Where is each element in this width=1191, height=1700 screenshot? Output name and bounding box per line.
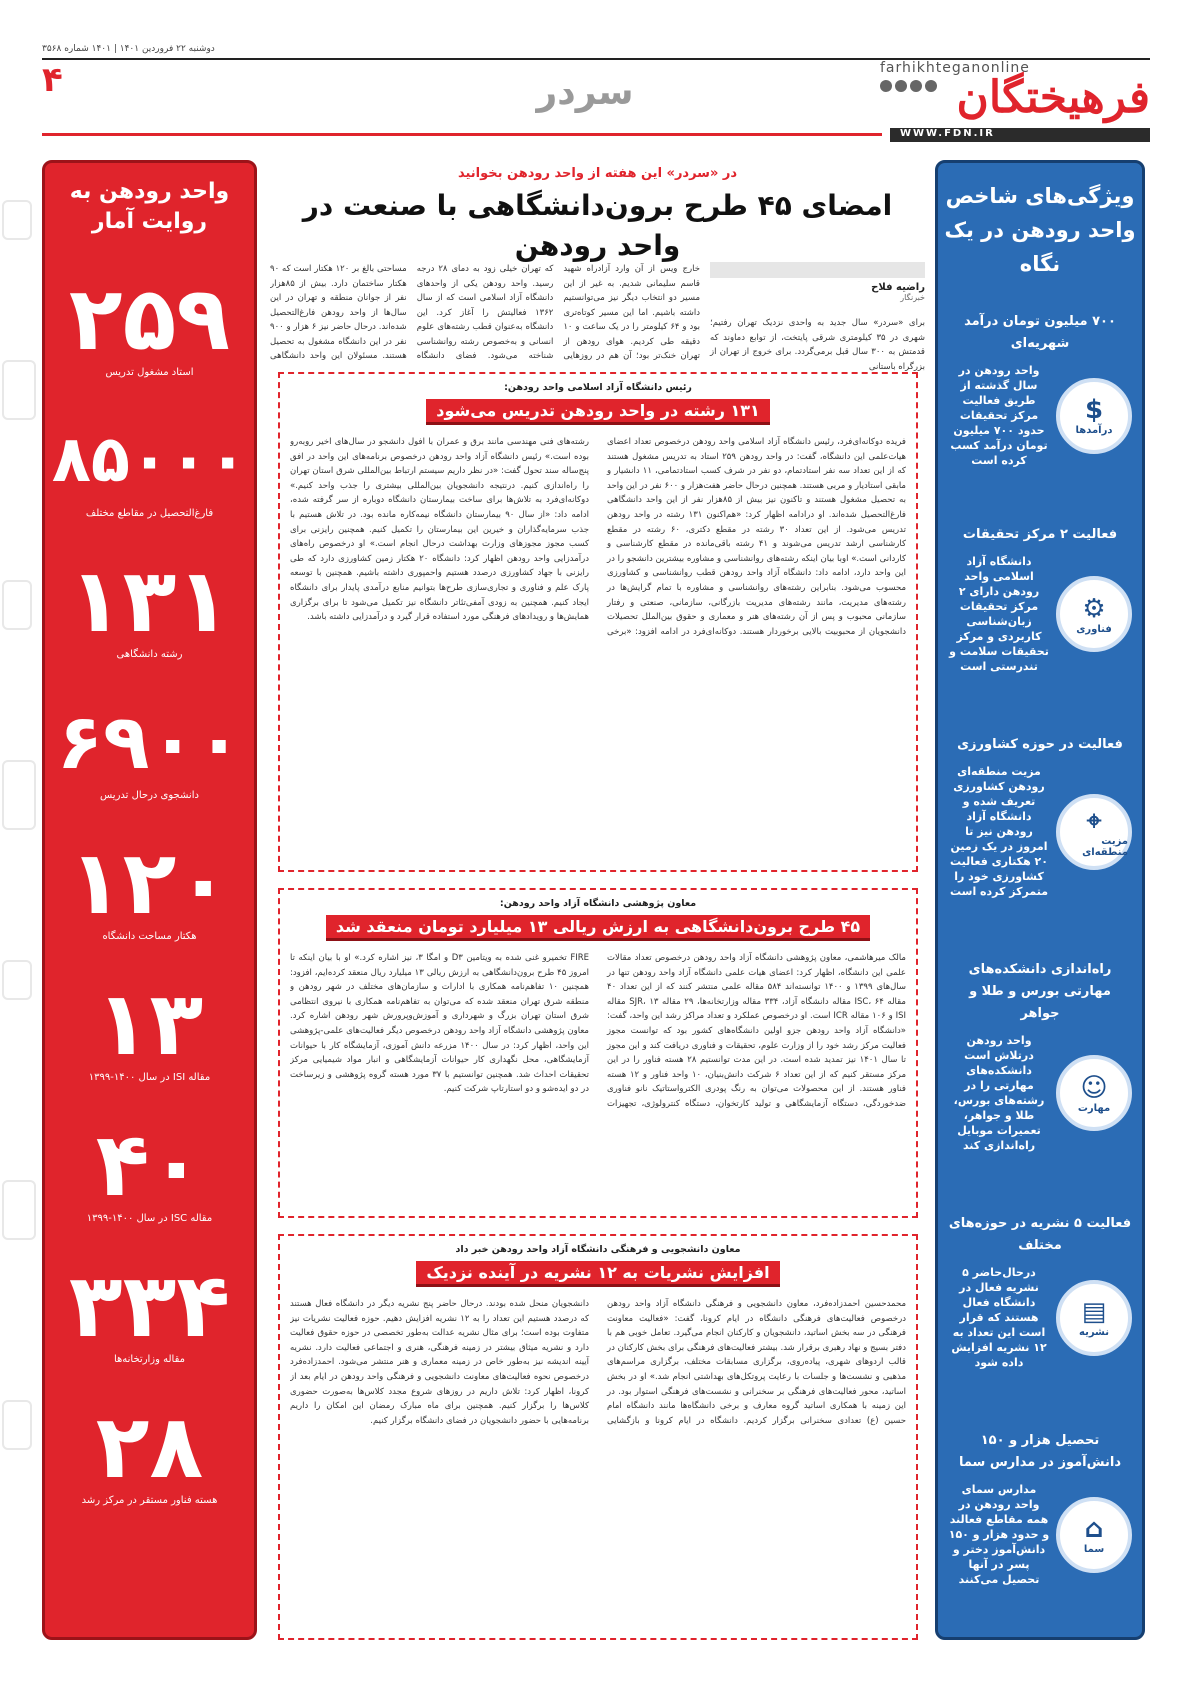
stat-label: مقاله ISI در سال ۱۴۰۰-۱۳۹۹ [88, 1072, 211, 1083]
website-url[interactable]: WWW.FDN.IR [900, 128, 995, 139]
book-icon: ▤ نشریه [1056, 1280, 1132, 1356]
page-number: ۴ [42, 60, 63, 100]
social-icons [880, 80, 937, 92]
box-headline: افزایش نشریات به ۱۲ نشریه در آینده نزدیک [416, 1261, 779, 1287]
byline-box [710, 262, 925, 306]
stat-label: مقاله وزارتخانه‌ها [113, 1354, 186, 1365]
stat-label: هکتار مساحت دانشگاه [102, 931, 197, 942]
feature-text: واحد رودهن درتلاش است دانشکده‌های مهارتی را در رشته‌های بورس، طلا و جواهر، تعمیرات موبایل راه‌اندازی کند [953, 1034, 1045, 1152]
twitter-icon[interactable] [910, 80, 922, 92]
stat-value: ۳۳۴ [68, 1254, 231, 1357]
stat-value: ۱۲۰ [68, 831, 231, 934]
instagram-icon[interactable] [880, 80, 892, 92]
article-kicker: در «سردر» این هفته از واحد رودهن بخوانید [457, 166, 738, 181]
stat-item [45, 696, 254, 801]
feature-text: دانشگاه آزاد اسلامی واحد رودهن دارای ۲ مرکز تحقیقات زبان‌شناسی کاربردی و مرکز تحقیقات سلامت و تندرستی است [949, 555, 1049, 673]
feature-item [938, 734, 1142, 899]
stat-value: ۶۹۰۰ [56, 697, 243, 786]
stat-item [45, 1113, 254, 1224]
feature-item [938, 311, 1142, 468]
interview-box-president [278, 372, 918, 872]
box-kicker: رئیس دانشگاه آزاد اسلامی واحد رودهن: [504, 382, 692, 393]
features-title: ویژگی‌های شاخص واحد رودهن در یک نگاه [944, 184, 1136, 276]
section-rule [42, 133, 882, 136]
interview-box-culture [278, 1234, 918, 1640]
stat-label: فارغ‌التحصیل در مقاطع مختلف [85, 508, 214, 519]
map-pin-icon: ⌖ مزیت منطقه‌ای [1056, 794, 1132, 870]
stat-value: ۸۵۰۰۰ [51, 423, 248, 497]
box-body: مالک میرهاشمی، معاون پژوهشی دانشگاه آزاد واحد رودهن درخصوص تعداد مقالات علمی این دانشگاه، اظهار کرد: اعضای هیات علمی دانشگاه آزاد واحد رودهن تنها در سال‌های ۱۳۹۹ و ۱۴۰۰ توانسته‌اند ۵۸۴ مقاله علمی منتشر کنند که از این تعداد ۴۰ مقاله ISC، ۶۴ مقاله دانشگاه آزاد، ۳۳۴ مقاله وزارتخانه‌ها، ۲۹ مقاله SJR، ۱۳ مقاله ISI و ۱۰۶ مقاله ICR است. او درخصوص عملکرد و تعداد مراکز رشد این واحد، گفت: «دانشگاه آزاد واحد رودهن جزو اولین دانشگاه‌های کشور بود که توانست مجوز فعالیت مرکز رشد خود را از وزارت علوم، تحقیقات و فناوری دریافت کند و این مجوز تا سال ۱۴۰۱ نیز تمدید شده است. در این مدت توانستیم ۲۸ هسته فناور را در این مرکز مستقر کنیم که از این تعداد ۶ شرکت دانش‌بنیان، ۱۰ واحد فناور و ۱۲ هسته فناور هستند. از این محصولات می‌توان به رنگ پودری الکترواستاتیک نانو فناوری ضدخوردگی، دستگاه آزمایشگاهی و تولید کارتخوان، دستگاه کنترولوژی، تجهیزات FIRE تخمیرو غنی شده به ویتامین D۳ و امگا ۳، نیز اشاره کرد.» او با بیان اینکه تا امروز ۴۵ طرح برون‌دانشگاهی به ارزش ریالی ۱۳ میلیارد ریال منعقد کرده‌ایم، افزود: همچنین ۱۰ تفاهم‌نامه همکاری با ادارات و سازمان‌های مختلف در شهر رودهن و منطقه شرق تهران منعقد شده که می‌توان به تفاهم‌نامه همکاری با نیروی انتظامی شرق استان تهران بزرگ و شهرداری و آموزش‌وپرورش شهر رودهن اشاره کرد. معاون پژوهشی دانشگاه آزاد واحد رودهن درخصوص دیگر فعالیت‌های علمی-پژوهشی این واحد، اظهار کرد: در سال ۱۴۰۰ مزرعه دانش آموزی، آزمایشگاه کار با حیوانات آزمایشگاهی، محل نگهداری کار حیوانات آزمایشگاهی و انبار مواد شیمیایی مرکز تحقیقات احداث شد. همچنین توانستیم با ۳۷ مورد هسته گروه پژوهشی و زیرساخت در دو ایده‌شو و دو استارتاپ شرکت کنیم. [290, 953, 906, 1109]
dateline: دوشنبه ۲۲ فروردین ۱۴۰۱ | ۱۴۰۱ شماره ۳۵۶۸ [42, 44, 215, 54]
stat-label: استاد مشغول تدریس [105, 367, 194, 378]
box-kicker: معاون دانشجویی و فرهنگی دانشگاه آزاد واحد رودهن خبر داد [455, 1244, 741, 1255]
stat-item [45, 1395, 254, 1506]
stat-label: هسته فناور مستقر در مرکز رشد [81, 1495, 218, 1506]
school-icon: ⌂ سما [1056, 1497, 1132, 1573]
stats-title: واحد رودهن به روایت آمار [69, 179, 230, 234]
stat-value: ۲۵۹ [68, 267, 231, 370]
interview-box-research [278, 888, 918, 1218]
author-name: راضیه فلاح [871, 282, 925, 293]
stats-column [42, 160, 257, 1640]
box-body: محمدحسین احمدزاده‌فرد، معاون دانشجویی و فرهنگی دانشگاه آزاد واحد رودهن درخصوص فعالیت‌های فرهنگی دانشگاه در ایام کرونا، گفت: «فعالیت معاونت فرهنگی در سه بخش اساتید، دانشجویان و کارکنان انجام می‌گیرد. تعامل خوبی هم با دفتر بسیج و نهاد رهبری برقرار شد. بیشتر فعالیت‌های فرهنگی برای بخش کارکنان در قالب اردوهای شهری، پیاده‌روی، برگزاری مسابقات مختلف، برگزاری مراسم‌های مذهبی و نشست‌ها و جلسات با رعایت پروتکل‌های بهداشتی انجام شد.» او در بخش اساتید، محور فعالیت‌های فرهنگی بر سخنرانی و نشست‌های فرهنگی استوار بود. در این زمینه با همکاری اساتید گروه معارف و برخی دانشگاه‌ها مانند دانشگاه امام حسین (ع) تعدادی سخنرانی برگزار کردیم. دانشگاه در ایام کرونا و بازگشایی دانشجویان منحل شده بودند. درحال حاضر پنج نشریه دیگر در دانشگاه فعال هستند که درصدد هستیم این تعداد را به ۱۲ نشریه افزایش دهیم. حوزه فعالیت نشریات نیز متفاوت بوده است؛ برای مثال نشریه عدالت به‌طور تخصصی در حوزه حقوق فعالیت دارد و نشریه میثاق بیشتر در زمینه فرهنگی، هنری و اجتماعی فعالیت دارد. نشریه آیینه اندیشه نیز به‌طور خاص در زمینه معماری و هنر منتشر می‌شود. احمدزاده‌فرد درخصوص نحوه فعالیت‌های معاونت دانشجویی و فرهنگی واحد رودهن در ایام بعد از کرونا، اظهار کرد: تلاش داریم در روزهای شروع مجدد کلاس‌ها به‌صورت حضوری کلاس‌ها را برگزار کنیم. همچنین برای ماه مبارک رمضان این امکان را داریم برنامه‌هایی با حضور دانشجویان در فضای دانشگاه برگزار کنیم. [290, 1299, 906, 1426]
stat-item [45, 549, 254, 660]
revenue-icon: $ درآمدها [1056, 378, 1132, 454]
feature-heading: تحصیل هزار و ۱۵۰ دانش‌آموز در مدارس سما [958, 1433, 1122, 1470]
skills-icon: ☺ مهارت [1056, 1055, 1132, 1131]
feature-item [938, 1430, 1142, 1587]
box-kicker: معاون پژوهشی دانشگاه آزاد واحد رودهن: [499, 898, 697, 909]
feature-heading: راه‌اندازی دانشکده‌های مهارتی بورس و طلا و جواهر [968, 962, 1112, 1021]
website-handle: farhikhteganonline [880, 60, 1030, 76]
article-lead: برای «سردر» سال جدید به واحدی نزدیک تهران رفتیم؛ شهری در ۳۵ کیلومتری شرقی پایتخت، از توابع دماوند که قدمتش به ۳۰۰ سال قبل برمی‌گردد. برای خروج از تهران از بزرگراه باستانی [710, 318, 925, 372]
box-headline: ۱۳۱ رشته در واحد رودهن تدریس می‌شود [426, 399, 770, 425]
stat-label: دانشجوی درحال تدریس [100, 790, 199, 801]
box-headline: ۴۵ طرح برون‌دانشگاهی به ارزش ریالی ۱۳ میلیارد تومان منعقد شد [326, 915, 870, 941]
author-role: خبرنگار [900, 293, 925, 302]
stat-item [45, 267, 254, 378]
article-headline: امضای ۴۵ طرح برون‌دانشگاهی با صنعت در واحد رودهن [302, 189, 893, 262]
feature-item [938, 524, 1142, 674]
feature-item [938, 959, 1142, 1153]
aparat-icon[interactable] [925, 80, 937, 92]
stat-item [45, 972, 254, 1083]
byline-bar [710, 262, 925, 278]
stat-item [45, 414, 254, 519]
feature-text: مدارس سمای واحد رودهن در همه مقاطع فعالند و حدود هزار و ۱۵۰ دانش‌آموز دختر و پسر در آنها تحصیل می‌کنند [948, 1483, 1050, 1586]
feature-text: درحال‌حاضر ۵ نشریه فعال در دانشگاه فعال هستند که قرار است این تعداد به ۱۲ نشریه افزایش داده شود [951, 1266, 1047, 1369]
feature-heading: ۷۰۰ میلیون تومان درآمد شهریه‌ای [964, 314, 1116, 351]
box-body: فریده دوکانه‌ای‌فرد، رئیس دانشگاه آزاد اسلامی واحد رودهن درخصوص تعداد اعضای هیات‌علمی این دانشگاه، گفت: در واحد رودهن ۲۵۹ استاد به تدریس مشغول هستند که از این تعداد سه نفر استادتمام، دو نفر در شرف کسب استادتمامی، ۱۱ دانشیار و مابقی استادیار و مربی هستند. همچنین درحال حاضر هفت‌هزار و ۶۰۰ نفر در این واحد به تحصیل مشغول هستند و تاکنون نیز بیش از ۸۵هزار نفر از این واحد دانشگاهی فارغ‌التحصیل شده‌اند. او درادامه اظهار کرد: «هم‌اکنون ۱۳۱ رشته در واحد رودهن تدریس می‌شود. از این تعداد ۳۰ رشته در مقطع دکتری، ۶۰ رشته در مقطع کارشناسی ارشد تدریس می‌شوند و ۴۱ رشته باقی‌مانده در مقطع کارشناسی و کاردانی است.» اوبا بیان اینکه رشته‌های روانشناسی و مشاوره بیشترین دانشجو را در این واحد دارد، ادامه داد: دانشگاه آزاد واحد رودهن قطب روانشناسی و کشاورزی محسوب می‌شود. بنابراین رشته‌های روانشناسی و مشاوره با تمام گرایش‌ها در رشته‌های مدیریت، مانند رشته‌های مدیریت بازرگانی، سازمانی، صنعتی و رفتار سازمانی محبوب و پس از آن رشته‌های هنر و معماری و حقوق بین‌الملل تحصیلات دانشجویان از محبوبیت بالایی برخوردار هستند. دوکانه‌ای‌فرد در ادامه افزود: «برخی رشته‌های فنی مهندسی مانند برق و عمران با افول دانشجو در سال‌های اخیر روبه‌رو بوده است.» رئیس دانشگاه آزاد واحد رودهن درخصوص برنامه‌های این واحد در افق پنج‌ساله سند تحول گفت: «در نظر داریم سیستم ارتباط بین‌المللی شرق استان تهران را راه‌اندازی کنیم. درنتیجه دانشجویان بین‌المللی بیشتری را جذب واحد کنیم.» دوکانه‌ای‌فرد به تلاش‌ها برای ساخت بیمارستان دانشگاه دوباره از سر گرفته شده، ادامه داد: «از سال ۹۰ بیمارستان دانشگاه نیمه‌کاره مانده بود. در تلاش هستیم با جذب سرمایه‌گذاران و خیرین این بیمارستان را تکمیل کنیم. همچنین رایزنی برای کسب مجوز مجوزهای وزارت بهداشت درحال انجام است.» او درخصوص راه‌های درآمدزایی واحد رودهن اظهار کرد: دانشگاه ۲۰ هکتار زمین کشاورزی دارد که طی رایزنی با جهاد کشاورزی درصدد هستیم واحمپوری داشته باشیم. همچنین با توسعه پارک علم و فناوری و تجاری‌سازی طرح‌ها بتوانیم منابع درآمدی پایدار برای دانشگاه ایجاد کنیم. همچنین به زودی آمفی‌تئاتر دانشگاه نیز تکمیل می‌شود تا برای برگزاری همایش‌ها و رویدادهای فرهنگی مورد استفاده قرار گیرد و درآمدزایی داشته باشد. [290, 437, 906, 637]
section-title: سردر [536, 72, 634, 113]
stat-value: ۱۳۱ [68, 549, 231, 652]
stat-value: ۲۸ [95, 1395, 204, 1498]
feature-heading: فعالیت ۵ نشریه در حوزه‌های مختلف [948, 1216, 1132, 1253]
feature-text: واحد رودهن در سال گذشته از طریق فعالیت مرکز تحقیقات حدود ۷۰۰ میلیون تومان درآمد کسب کرده است [950, 364, 1048, 467]
stat-label: رشته دانشگاهی [116, 649, 183, 660]
decorative-outlines [0, 200, 40, 1600]
stat-label: مقاله ISC در سال ۱۴۰۰-۱۳۹۹ [86, 1213, 213, 1224]
feature-item [938, 1213, 1142, 1370]
technology-icon: ⚙ فناوری [1056, 576, 1132, 652]
stat-value: ۴۰ [95, 1113, 204, 1216]
feature-heading: فعالیت ۲ مرکز تحقیقات [962, 527, 1118, 542]
newspaper-logo[interactable]: فرهیختگان [956, 72, 1150, 123]
feature-text: مزیت منطقه‌ای رودهن کشاورزی تعریف شده و دانشگاه آزاد رودهن نیز تا امروز در یک زمین ۲۰ هکتاری فعالیت کشاورزی خود را متمرکز کرده است [949, 765, 1049, 898]
features-column [935, 160, 1145, 1640]
feature-heading: فعالیت در حوزه کشاورزی [957, 737, 1123, 752]
article-intro: خارج ویس از آن وارد آزادراه شهید قاسم سلیمانی شدیم. به غیر از این مسیر دو انتخاب دیگر نیز می‌توانستیم داشته باشیم. اما این مسیر کوتاه‌تری بود و ۶۴ کیلومتر را در یک ساعت و ۱۰ دقیقه طی کردیم. هوای رودهن از تهران خنک‌تر بود؛ آن هم در روزهایی که تهران خیلی زود به دمای ۲۸ درجه رسید. واحد رودهن یکی از واحدهای دانشگاه آزاد اسلامی است که از سال ۱۳۶۲ فعالیتش را آغاز کرد. این دانشگاه به‌عنوان قطب رشته‌های علوم انسانی و به‌خصوص رشته روانشناسی شناخته می‌شود. فضای دانشگاه مساحتی بالغ بر ۱۲۰ هکتار است که ۹۰ هکتار ساختمان دارد. بیش از ۸۵هزار نفر از جوانان منطقه و تهران در این سال‌ها از واحد رودهن فارغ‌التحصیل شده‌اند. درحال حاضر نیز ۶ هزار و ۹۰۰ نفر در این دانشگاه مشغول به تحصیل هستند. مسئولان این واحد دانشگاهی [270, 264, 700, 361]
stat-item [45, 1254, 254, 1365]
stat-value: ۱۳ [95, 972, 204, 1075]
stat-item [45, 831, 254, 942]
telegram-icon[interactable] [895, 80, 907, 92]
